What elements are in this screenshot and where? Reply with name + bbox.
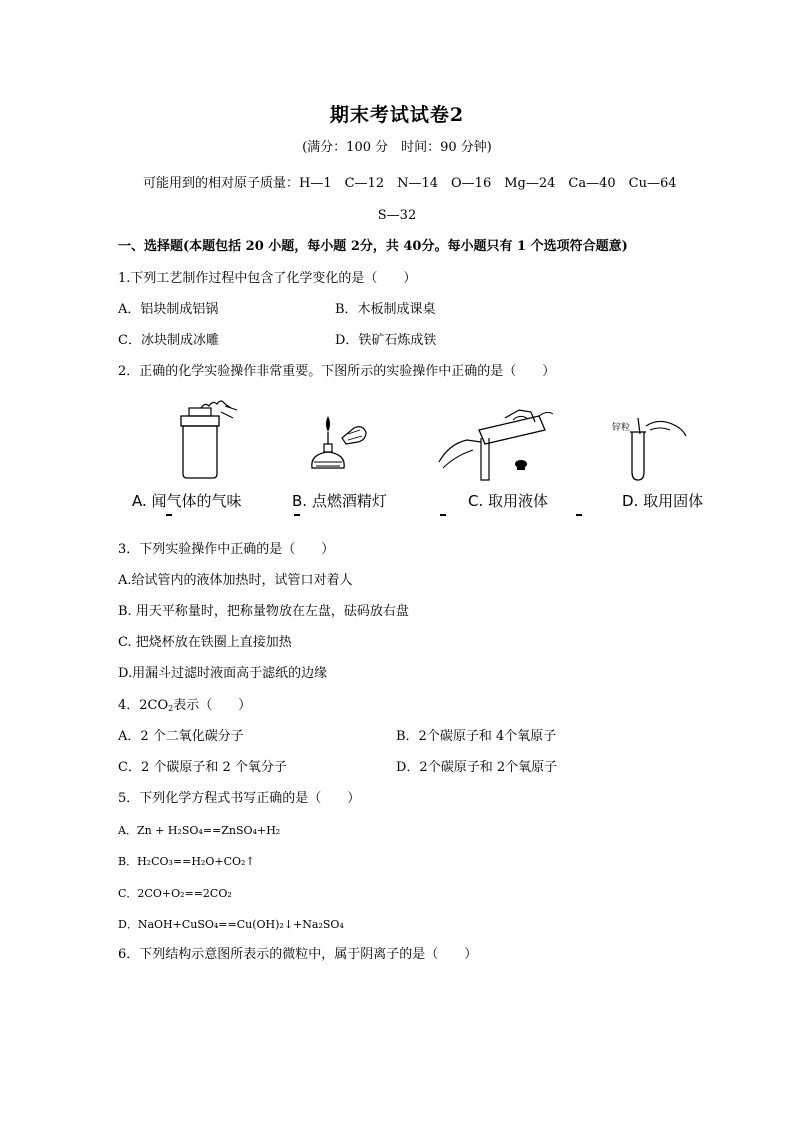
question-4-stem-subscript: 2: [168, 704, 174, 713]
figure-alcohol-lamp: [302, 410, 372, 480]
question-1-option-d: D．铁矿石炼成铁: [335, 333, 437, 348]
figure-caption-a: A. 闻气体的气味: [132, 492, 242, 510]
figure-caption-c: C. 取用液体: [468, 492, 549, 510]
question-4-option-a: A．2 个二氧化碳分子: [118, 729, 244, 744]
question-4-stem: [118, 698, 251, 714]
question-3-option-b: B. 用天平称量时，把称量物放在左盘，砝码放右盘: [118, 604, 409, 619]
question-4-option-b: B．2个碳原子和 4个氧原子: [396, 729, 557, 744]
question-3-stem: 3．下列实验操作中正确的是（ ）: [118, 542, 335, 557]
section-heading: 一、选择题(本题包括 20 小题，每小题 2分，共 40分。每小题只有 1 个选项符合题意): [118, 239, 628, 254]
question-4-option-d: D．2个碳原子和 2个氧原子: [396, 760, 558, 775]
figure-zinc-label: 锌粒: [612, 423, 631, 433]
question-5-stem: 5．下列化学方程式书写正确的是（ ）: [118, 791, 361, 806]
answer-mark: [166, 514, 172, 516]
figure-caption-b: B. 点燃酒精灯: [292, 492, 387, 510]
question-3-option-c: C. 把烧杯放在铁圈上直接加热: [118, 635, 292, 650]
question-5-option-d: D．NaOH+CuSO₄==Cu(OH)₂↓+Na₂SO₄: [118, 918, 344, 931]
question-5-option-a: A．Zn + H₂SO₄==ZnSO₄+H₂: [118, 824, 281, 837]
answer-mark: [294, 514, 300, 516]
question-1-option-b: B．木板制成课桌: [335, 302, 436, 317]
page-title: 期末考试试卷2: [329, 104, 465, 126]
figure-smell-gas: [165, 398, 245, 480]
question-1-stem: 1.下列工艺制作过程中包含了化学变化的是（ ）: [118, 271, 417, 286]
question-5-option-b: B．H₂CO₃==H₂O+CO₂↑: [118, 855, 255, 868]
question-4-option-c: C．2 个碳原子和 2 个氧分子: [118, 760, 287, 775]
question-6-stem: 6．下列结构示意图所表示的微粒中，属于阴离子的是（ ）: [118, 947, 478, 962]
atomic-masses-line1: 可能用到的相对原子质量：H—1 C—12 N—14 O—16 Mg—24 Ca—40 Cu—64: [143, 176, 677, 191]
answer-mark: [576, 514, 582, 516]
question-1-option-c: C．冰块制成冰雕: [118, 333, 219, 348]
question-4-stem-suffix: 表示（ ）: [173, 698, 252, 713]
atomic-masses-line2: S—32: [377, 208, 417, 223]
question-3-option-a: A.给试管内的液体加热时，试管口对着人: [118, 573, 353, 588]
figure-caption-d: D. 取用固体: [622, 492, 704, 510]
answer-mark: [440, 514, 446, 516]
question-1-option-a: A．铝块制成铝锅: [118, 302, 219, 317]
question-2-stem: 2．正确的化学实验操作非常重要。下图所示的实验操作中正确的是（ ）: [118, 364, 556, 379]
question-5-option-c: C．2CO+O₂==2CO₂: [118, 887, 232, 900]
question-4-stem-prefix: 4．2CO: [118, 698, 169, 713]
exam-subtitle: (满分：100 分 时间：90 分钟): [302, 140, 492, 155]
figure-pour-liquid: [435, 402, 555, 484]
question-3-option-d: D.用漏斗过滤时液面高于滤纸的边缘: [118, 666, 328, 681]
